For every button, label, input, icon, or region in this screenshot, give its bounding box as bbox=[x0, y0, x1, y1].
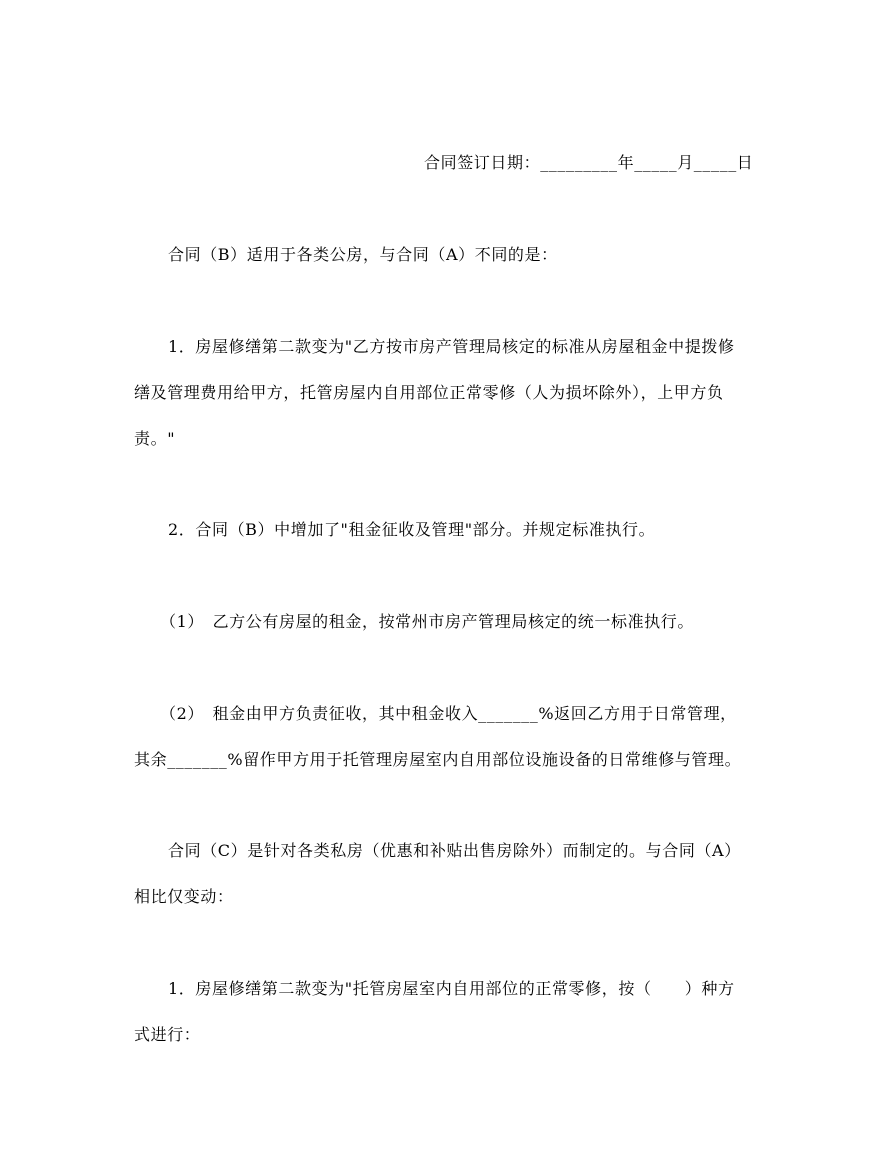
contract-c-intro-line1: 合同（C）是针对各类私房（优惠和补贴出售房除外）而制定的。与合同（A） bbox=[168, 841, 741, 860]
contract-b-sub1: （1） 乙方公有房屋的租金，按常州市房产管理局核定的统一标准执行。 bbox=[160, 612, 694, 631]
contract-c-intro-line2: 相比仅变动： bbox=[134, 887, 234, 906]
contract-b-item1-line3: 责。" bbox=[134, 429, 176, 448]
contract-b-sub2-line1: （2） 租金由甲方负责征收，其中租金收入_______%返回乙方用于日常管理， bbox=[160, 704, 737, 723]
contract-b-sub2-line2: 其余_______%留作甲方用于托管理房屋室内自用部位设施设备的日常维修与管理。 bbox=[134, 750, 742, 769]
contract-b-item2: 2．合同（B）中增加了"租金征收及管理"部分。并规定标准执行。 bbox=[168, 520, 656, 539]
contract-c-item1-line1: 1．房屋修缮第二款变为"托管房屋室内自用部位的正常零修，按（ ）种方 bbox=[168, 979, 735, 998]
contract-b-item1-line1: 1．房屋修缮第二款变为"乙方按市房产管理局核定的标准从房屋租金中提拨修 bbox=[168, 337, 735, 356]
contract-b-item1-line2: 缮及管理费用给甲方，托管房屋内自用部位正常零修（人为损坏除外），上甲方负 bbox=[134, 383, 724, 402]
contract-c-item1-line2: 式进行： bbox=[134, 1025, 201, 1044]
contract-b-intro: 合同（B）适用于各类公房，与合同（A）不同的是： bbox=[168, 245, 558, 264]
sign-date-line: 合同签订日期：_________年_____月_____日 bbox=[424, 153, 754, 172]
